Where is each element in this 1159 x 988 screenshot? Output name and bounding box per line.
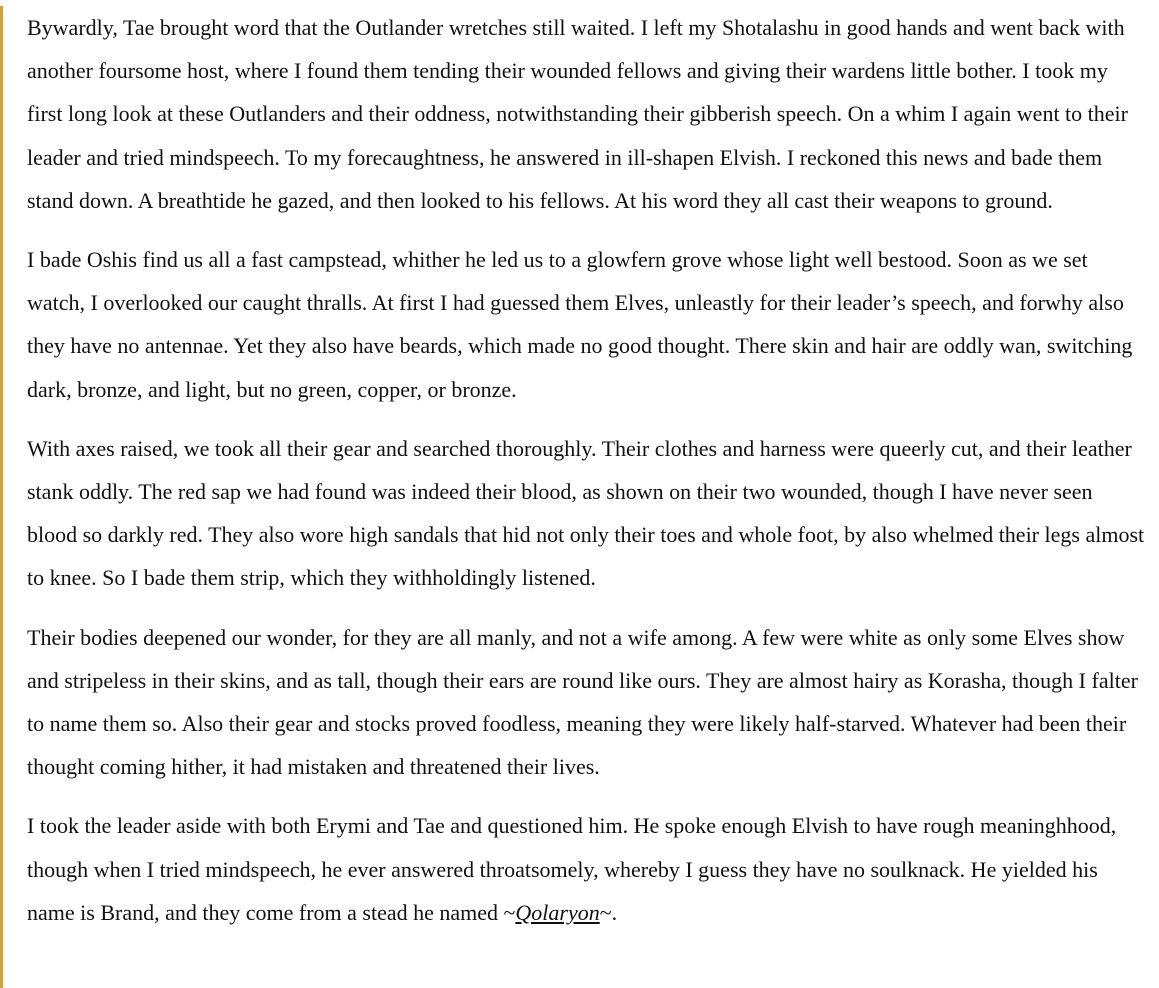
qolaryon-link[interactable]: Qolaryon bbox=[515, 899, 600, 925]
paragraph-5 bbox=[27, 804, 1145, 934]
paragraph-5-text-after: ~. bbox=[599, 899, 618, 925]
paragraph-3: With axes raised, we took all their gear and searched thoroughly. Their clothes and harness were queerly cut, and their leather stank oddly. The red sap we had found was indeed their blood, as shown on their two wounded, though I have never seen blood so darkly red. They also wore high sandals that hid not only their toes and whole foot, by also whelmed their legs almost to knee. So I bade them strip, which they withholdingly listened. bbox=[27, 435, 1145, 591]
paragraph-1: Bywardly, Tae brought word that the Outlander wretches still waited. I left my Shotalashu in good hands and went back with another foursome host, where I found them tending their wounded fellows and giving their wardens little bother. I took my first long look at these Outlanders and their oddness, notwithstanding their gibberish speech. On a whim I again went to their leader and tried mindspeech. To my forecaughtness, he answered in ill-shapen Elvish. I reckoned this news and bade them stand down. A breathtide he gazed, and then looked to his fellows. At his word they all cast their weapons to ground. bbox=[27, 15, 1128, 213]
paragraph-2: I bade Oshis find us all a fast campstead, whither he led us to a glowfern grove whose light well bestood. Soon as we set watch, I overlooked our caught thralls. At first I had guessed them Elves, unleastly for their leader’s speech, and forwhy also they have no antennae. Yet they also have beards, which made no good thought. There skin and hair are oddly wan, switching dark, bronze, and light, but no green, copper, or bronze. bbox=[27, 247, 1133, 402]
article-page bbox=[0, 6, 1159, 988]
paragraph-5-text-before: I took the leader aside with both Erymi and Tae and questioned him. He spoke enough Elvish to have rough meaninghhood, though when I tried mindspeech, he ever answered throatsomely, whereby I guess they have no soulknack. He yielded his name is Brand, and they come from a stead he named ~ bbox=[27, 813, 1117, 925]
paragraph-4: Their bodies deepened our wonder, for they are all manly, and not a wife among. A few were white as only some Elves show and stripeless in their skins, and as tall, though their ears are round like ours. They are almost hairy as Korasha, though I falter to name them so. Also their gear and stocks proved foodless, meaning they were likely half-starved. Whatever had been their thought coming hither, it had mistaken and threatened their lives. bbox=[27, 624, 1138, 780]
